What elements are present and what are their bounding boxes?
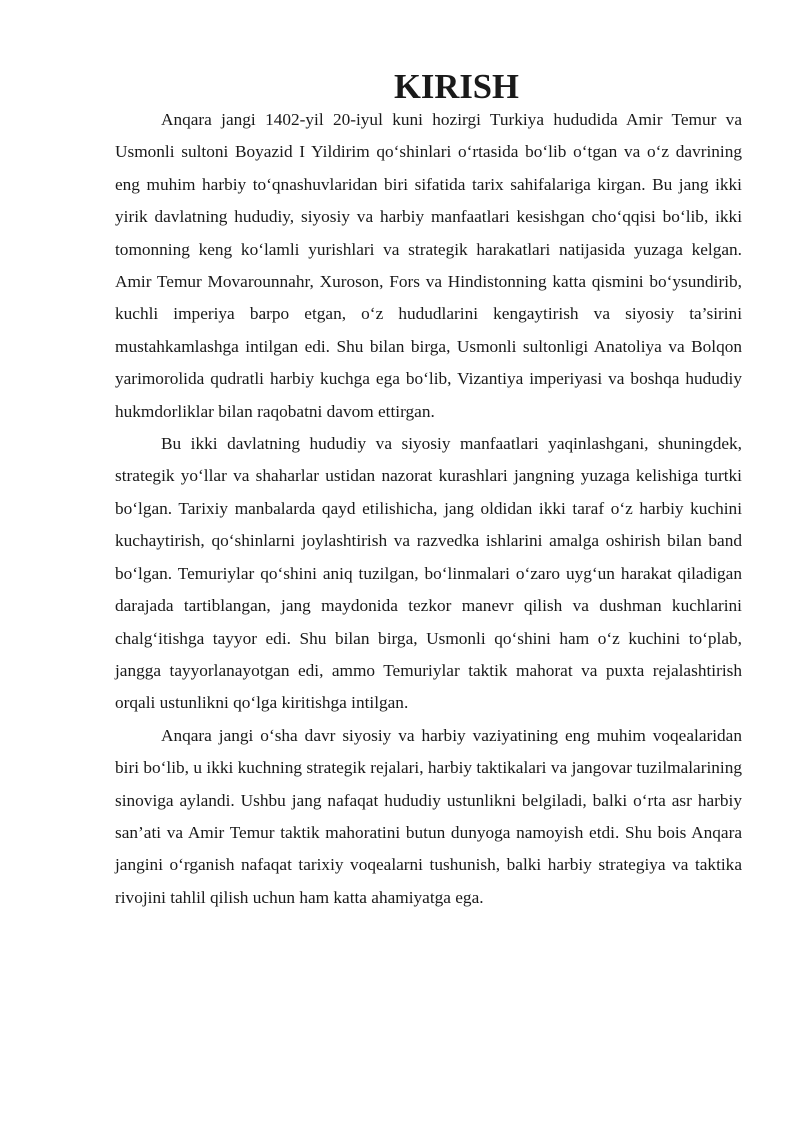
paragraph-1: Anqara jangi 1402-yil 20-iyul kuni hozirgi Turkiya hududida Amir Temur va Usmonli sultoni Boyazid I Yildirim qo‘shinlari o‘rtasida bo‘lib o‘tgan va o‘z davrining eng muhim harbiy to‘qnashuvlaridan biri sifatida tarix sahifalariga kirgan. Bu jang ikki yirik davlatning hududiy, siyosiy va harbiy manfaatlari kesishgan cho‘qqisi bo‘lib, ikki tomonning keng ko‘lamli yurishlari va strategik harakatlari natijasida yuzaga kelgan. Amir Temur Movarounnahr, Xuroson, Fors va Hindistonning katta qismini bo‘ysundirib, kuchli imperiya barpo etgan, o‘z hududlarini kengaytirish va siyosiy ta’sirini mustahkamlashga intilgan edi. Shu bilan birga, Usmonli sultonligi Anatoliya va Bolqon yarimorolida qudratli harbiy kuchga ega bo‘lib, Vizantiya imperiyasi va boshqa hududiy hukmdorliklar bilan raqobatni davom ettirgan. xyxy=(115,110,742,421)
paragraph-2: Bu ikki davlatning hududiy va siyosiy manfaatlari yaqinlashgani, shuningdek, strategik yo‘llar va shaharlar ustidan nazorat kurashlari jangning yuzaga kelishiga turtki bo‘lgan. Tarixiy manbalarda qayd etilishicha, jang oldidan ikki taraf o‘z harbiy kuchini kuchaytirish, qo‘shinlarni joylashtirish va razvedka ishlarini amalga oshirish bilan band bo‘lgan. Temuriylar qo‘shini aniq tuzilgan, bo‘linmalari o‘zaro uyg‘un harakat qiladigan darajada tartiblangan, jang maydonida tezkor manevr qilish va dushman kuchlarini chalg‘itishga tayyor edi. Shu bilan birga, Usmonli qo‘shini ham o‘z kuchini to‘plab, jangga tayyorlanayotgan edi, ammo Temuriylar taktik mahorat va puxta rejalashtirish orqali ustunlikni qo‘lga kiritishga intilgan. xyxy=(115,434,742,713)
document-body xyxy=(115,68,742,914)
page-title: KIRISH xyxy=(394,68,519,106)
paragraph-3: Anqara jangi o‘sha davr siyosiy va harbiy vaziyatining eng muhim voqealaridan biri bo‘lib, u ikki kuchning strategik rejalari, harbiy taktikalari va jangovar tuzilmalarining sinoviga aylandi. Ushbu jang nafaqat hududiy ustunlikni belgiladi, balki o‘rta asr harbiy san’ati va Amir Temur taktik mahoratini butun dunyoga namoyish etdi. Shu bois Anqara jangini o‘rganish nafaqat tarixiy voqealarni tushunish, balki harbiy strategiya va taktika rivojini tahlil qilish uchun ham katta ahamiyatga ega. xyxy=(115,725,742,907)
